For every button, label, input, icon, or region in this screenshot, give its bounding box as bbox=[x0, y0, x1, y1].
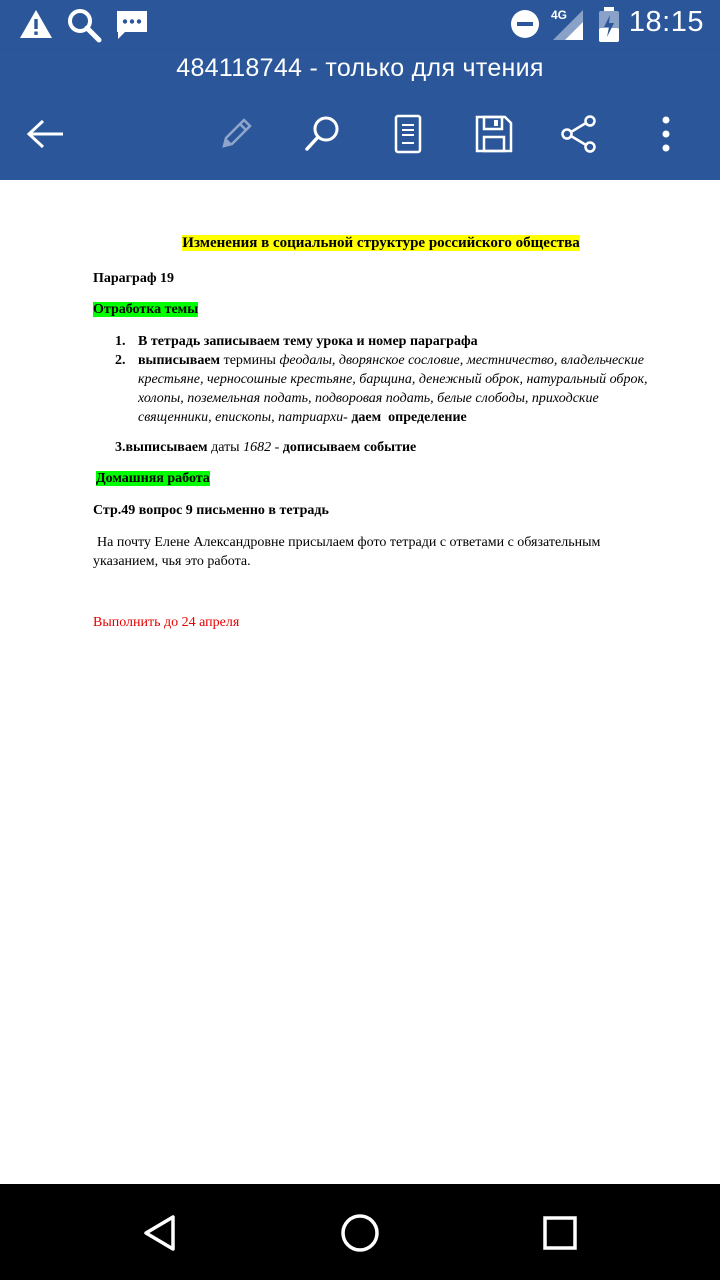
list-item-terms: феодалы, дворянское сословие, местничество, владельческие крестьяне, черносошные крестьяне, барщина, денежный оброк, натуральный оброк, холопы, поземельная подать, подворовая подать, белые слободы, приходские священники, епископы, патриархи- bbox=[138, 353, 648, 425]
nav-recents-button[interactable] bbox=[535, 1208, 585, 1258]
item-three-lead: 3.выписываем bbox=[115, 440, 208, 455]
section-practice-text: Отработка темы bbox=[93, 302, 199, 317]
task-list bbox=[115, 332, 655, 427]
clock: 18:15 bbox=[628, 6, 704, 38]
item-three-plain: даты bbox=[207, 440, 244, 455]
item-three-date: 1682 - bbox=[243, 440, 280, 455]
paragraph-label: Параграф 19 bbox=[93, 271, 175, 286]
item-three-tail: дописываем событие bbox=[279, 440, 417, 455]
list-item-plain: термины bbox=[220, 353, 280, 368]
list-item bbox=[115, 332, 655, 351]
app-bar bbox=[0, 50, 720, 180]
back-arrow-icon bbox=[25, 118, 67, 150]
save-icon bbox=[474, 114, 514, 154]
section-practice bbox=[93, 300, 198, 319]
reading-view-button[interactable] bbox=[380, 108, 436, 160]
list-item-lead: выписываем bbox=[138, 353, 221, 368]
network-type: 4G bbox=[551, 8, 568, 22]
nav-back-icon bbox=[140, 1213, 180, 1253]
alert-icon bbox=[18, 7, 54, 45]
heading-text: Изменения в социальной структуре российского общества bbox=[182, 235, 580, 251]
list-item-text: В тетрадь записываем тему урока и номер параграфа bbox=[138, 334, 478, 349]
document-heading bbox=[0, 235, 720, 252]
message-icon bbox=[114, 7, 150, 47]
section-homework bbox=[96, 469, 210, 488]
more-options-button[interactable] bbox=[638, 108, 694, 160]
deadline: Выполнить до 24 апреля bbox=[93, 615, 240, 630]
search-button[interactable] bbox=[294, 108, 350, 160]
save-button[interactable] bbox=[466, 108, 522, 160]
nav-home-icon bbox=[338, 1211, 382, 1255]
list-number: 2. bbox=[115, 353, 126, 368]
nav-recents-icon bbox=[540, 1213, 580, 1253]
more-vert-icon bbox=[660, 114, 672, 154]
item-three bbox=[115, 438, 416, 457]
search-icon bbox=[302, 114, 342, 154]
email-note: На почту Елене Александровне присылаем фото тетради с ответами с обязательным указанием, чья это работа. bbox=[93, 535, 601, 569]
edit-pencil-icon bbox=[216, 114, 256, 154]
reading-view-icon bbox=[393, 114, 423, 154]
share-button[interactable] bbox=[551, 108, 607, 160]
status-bar bbox=[0, 0, 720, 50]
section-homework-text: Домашняя работа bbox=[96, 471, 210, 486]
nav-back-button[interactable] bbox=[135, 1208, 185, 1258]
list-item bbox=[115, 351, 655, 427]
share-icon bbox=[559, 114, 599, 154]
navigation-bar bbox=[0, 1184, 720, 1280]
homework-task: Стр.49 вопрос 9 письменно в тетрадь bbox=[93, 503, 329, 518]
dnd-icon bbox=[509, 8, 541, 44]
nav-home-button[interactable] bbox=[335, 1208, 385, 1258]
back-button[interactable] bbox=[18, 108, 74, 160]
battery-icon bbox=[596, 6, 622, 48]
document-title: 484118744 - только для чтения bbox=[176, 54, 544, 82]
search-status-icon bbox=[66, 7, 102, 47]
list-number: 1. bbox=[115, 334, 126, 349]
edit-button[interactable] bbox=[208, 108, 264, 160]
list-item-tail: даем определение bbox=[347, 410, 467, 425]
document-page[interactable] bbox=[0, 180, 720, 1184]
